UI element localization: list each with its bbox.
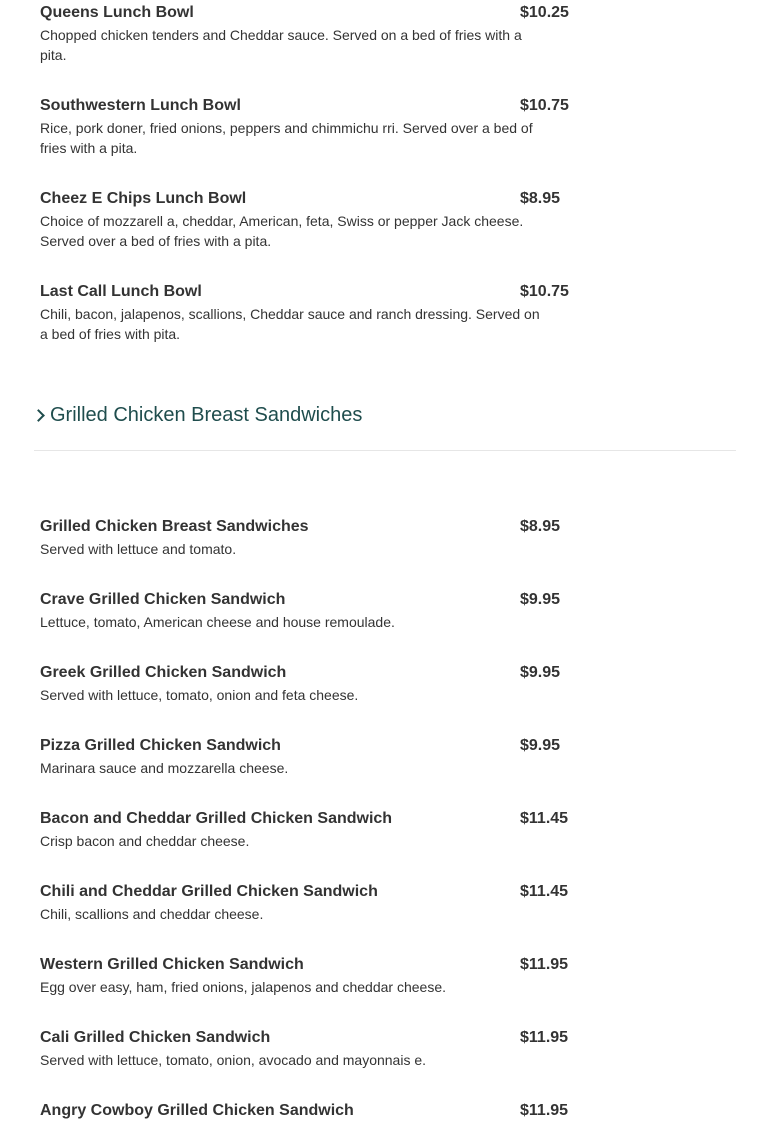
item-name: Southwestern Lunch Bowl [40,97,241,114]
item-name: Queens Lunch Bowl [40,4,194,21]
item-description: Served with lettuce, tomato, onion, avocado and mayonnais e. [40,1052,427,1068]
item-description: Egg over easy, ham, fried onions, jalapenos and cheddar cheese. [40,979,446,995]
item-price: $11.95 [520,956,569,973]
item-name: Cali Grilled Chicken Sandwich [40,1029,271,1046]
item-description: Served with lettuce and tomato. [40,541,237,557]
section-divider [34,450,736,451]
item-name: Angry Cowboy Grilled Chicken Sandwich [40,1102,354,1119]
item-name: Pizza Grilled Chicken Sandwich [40,737,281,754]
item-price: $9.95 [520,591,561,608]
item-description: Lettuce, tomato, American cheese and house remoulade. [40,614,395,630]
item-description: Chopped chicken tenders and Cheddar sauce. Served on a bed of fries with a pita. [40,27,522,63]
item-name: Greek Grilled Chicken Sandwich [40,664,287,681]
item-price: $10.75 [520,283,569,300]
item-description: Rice, pork doner, fried onions, peppers and chimmichu rri. Served over a bed of fries with a pita. [40,120,533,156]
item-price: $10.75 [520,97,569,114]
item-description: Served with lettuce, tomato, onion and feta cheese. [40,687,359,703]
item-price: $11.45 [520,883,569,900]
item-description: Chili, scallions and cheddar cheese. [40,906,264,922]
item-description: Chili, bacon, jalapenos, scallions, Cheddar sauce and ranch dressing. Served on a bed of fries with pita. [40,306,540,342]
item-name: Last Call Lunch Bowl [40,283,202,300]
item-name: Cheez E Chips Lunch Bowl [40,190,247,207]
item-price: $11.95 [520,1102,569,1119]
item-description: Choice of mozzarell a, cheddar, American, feta, Swiss or pepper Jack cheese. Served over a bed of fries with a pita. [40,213,524,249]
item-price: $9.95 [520,737,561,754]
item-price: $8.95 [520,190,561,207]
chevron-right-icon [32,409,45,422]
item-price: $10.25 [520,4,569,21]
section-header-grilled-chicken[interactable] [34,401,362,429]
item-name: Bacon and Cheddar Grilled Chicken Sandwich [40,810,393,827]
item-price: $9.95 [520,664,561,681]
item-name: Grilled Chicken Breast Sandwiches [40,518,309,535]
item-price: $11.45 [520,810,569,827]
item-description: Marinara sauce and mozzarella cheese. [40,760,289,776]
section-title: Grilled Chicken Breast Sandwiches [50,404,363,426]
item-name: Western Grilled Chicken Sandwich [40,956,304,973]
item-price: $8.95 [520,518,561,535]
item-price: $11.95 [520,1029,569,1046]
item-description: Crisp bacon and cheddar cheese. [40,833,250,849]
item-name: Chili and Cheddar Grilled Chicken Sandwich [40,883,378,900]
item-name: Crave Grilled Chicken Sandwich [40,591,286,608]
